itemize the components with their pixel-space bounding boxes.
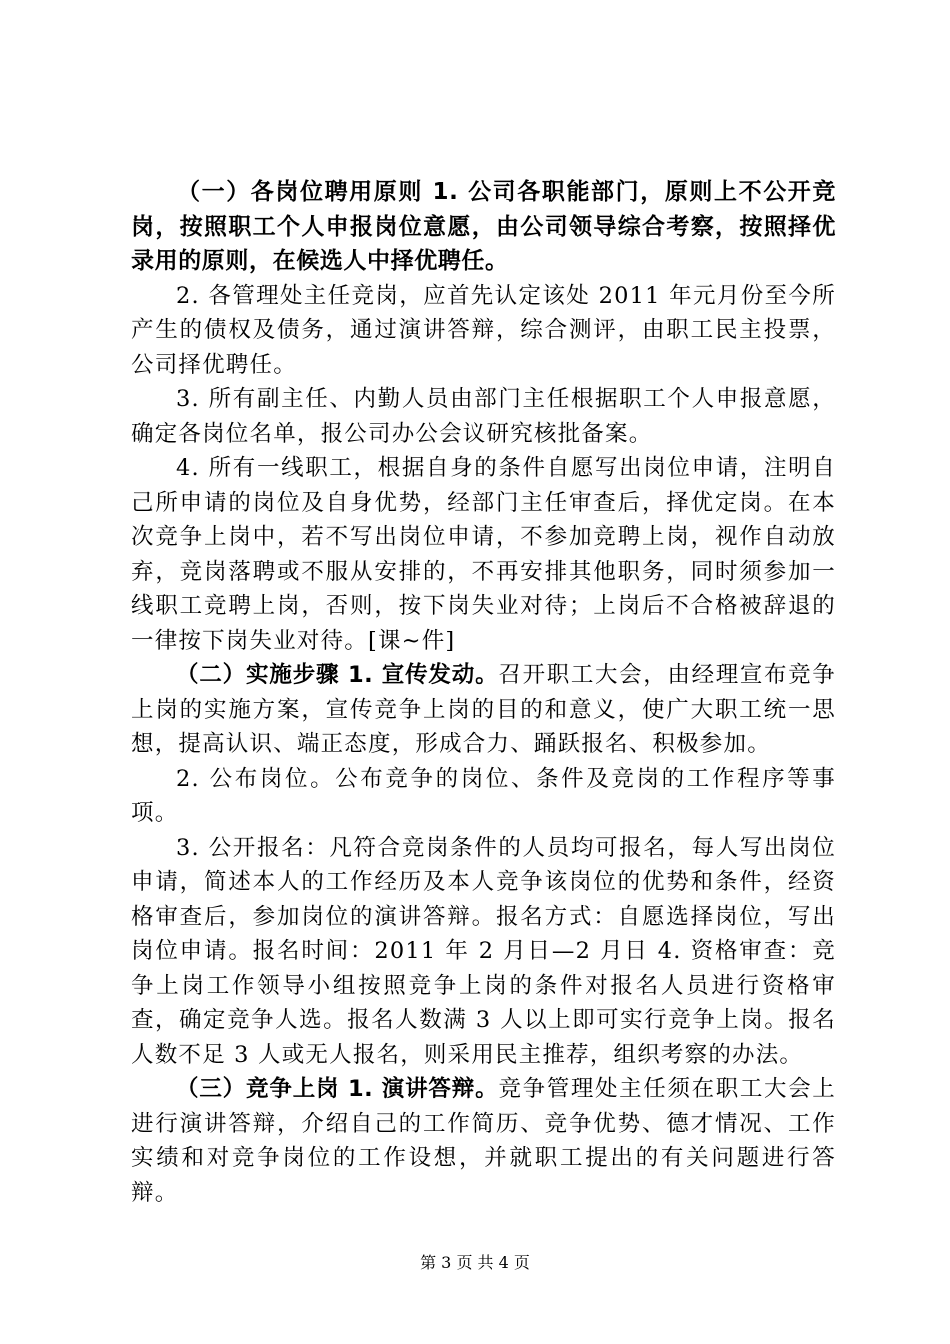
paragraph-item-3: 3. 所有副主任、内勤人员由部门主任根据职工个人申报意愿，确定各岗位名单，报公司办公会议研究核批备案。 bbox=[131, 386, 836, 447]
section-3-heading: （三）竞争上岗 1. 演讲答辩。 bbox=[176, 1076, 499, 1102]
document-body bbox=[131, 175, 836, 1210]
paragraph-step-3: 3. 公开报名：凡符合竞岗条件的人员均可报名，每人写出岗位申请，简述本人的工作经历及本人竞争该岗位的优势和条件，经资格审查后，参加岗位的演讲答辩。报名方式：自愿选择岗位，写出岗位申请。报名时间：2011 年 2 月日—2 月日 4. 资格审查：竞争上岗工作领导小组按照竞争上岗的条件对报名人员进行资格审查，确定竞争人选。报名人数满 3 人以上即可实行竞争上岗。报名人数不足 3 人或无人报名，则采用民主推荐，组织考察的办法。 bbox=[131, 834, 836, 1068]
paragraph-step-2: 2. 公布岗位。公布竞争的岗位、条件及竞岗的工作程序等事项。 bbox=[131, 765, 836, 826]
section-2-text: 召开职工大会，由经理宣布竞争上岗的实施方案，宣传竞争上岗的目的和意义，使广大职工统一思想，提高认识、端正态度，形成合力、踊跃报名、积极参加。 bbox=[131, 662, 836, 757]
section-2-heading: （二）实施步骤 1. 宣传发动。 bbox=[176, 662, 499, 688]
paragraph-section-3 bbox=[131, 1072, 836, 1210]
paragraph-section-2 bbox=[131, 658, 836, 762]
paragraph-item-4: 4. 所有一线职工，根据自身的条件自愿写出岗位申请，注明自己所申请的岗位及自身优势，经部门主任审查后，择优定岗。在本次竞争上岗中，若不写出岗位申请，不参加竞聘上岗，视作自动放弃，竞岗落聘或不服从安排的，不再安排其他职务，同时须参加一线职工竞聘上岗，否则，按下岗失业对待；上岗后不合格被辞退的一律按下岗失业对待。[课~件] bbox=[131, 455, 836, 654]
paragraph-section-1-heading: （一）各岗位聘用原则 1. 公司各职能部门，原则上不公开竞岗，按照职工个人申报岗位意愿，由公司领导综合考察，按照择优录用的原则，在候选人中择优聘任。 bbox=[131, 179, 836, 274]
section-3-text: 竞争管理处主任须在职工大会上进行演讲答辩，介绍自己的工作简历、竞争优势、德才情况、工作实绩和对竞争岗位的工作设想，并就职工提出的有关问题进行答辩。 bbox=[131, 1076, 836, 1206]
page-footer: 第 3 页 共 4 页 bbox=[420, 1253, 530, 1272]
paragraph-item-2: 2. 各管理处主任竞岗，应首先认定该处 2011 年元月份至今所产生的债权及债务，通过演讲答辩，综合测评，由职工民主投票，公司择优聘任。 bbox=[131, 282, 836, 378]
